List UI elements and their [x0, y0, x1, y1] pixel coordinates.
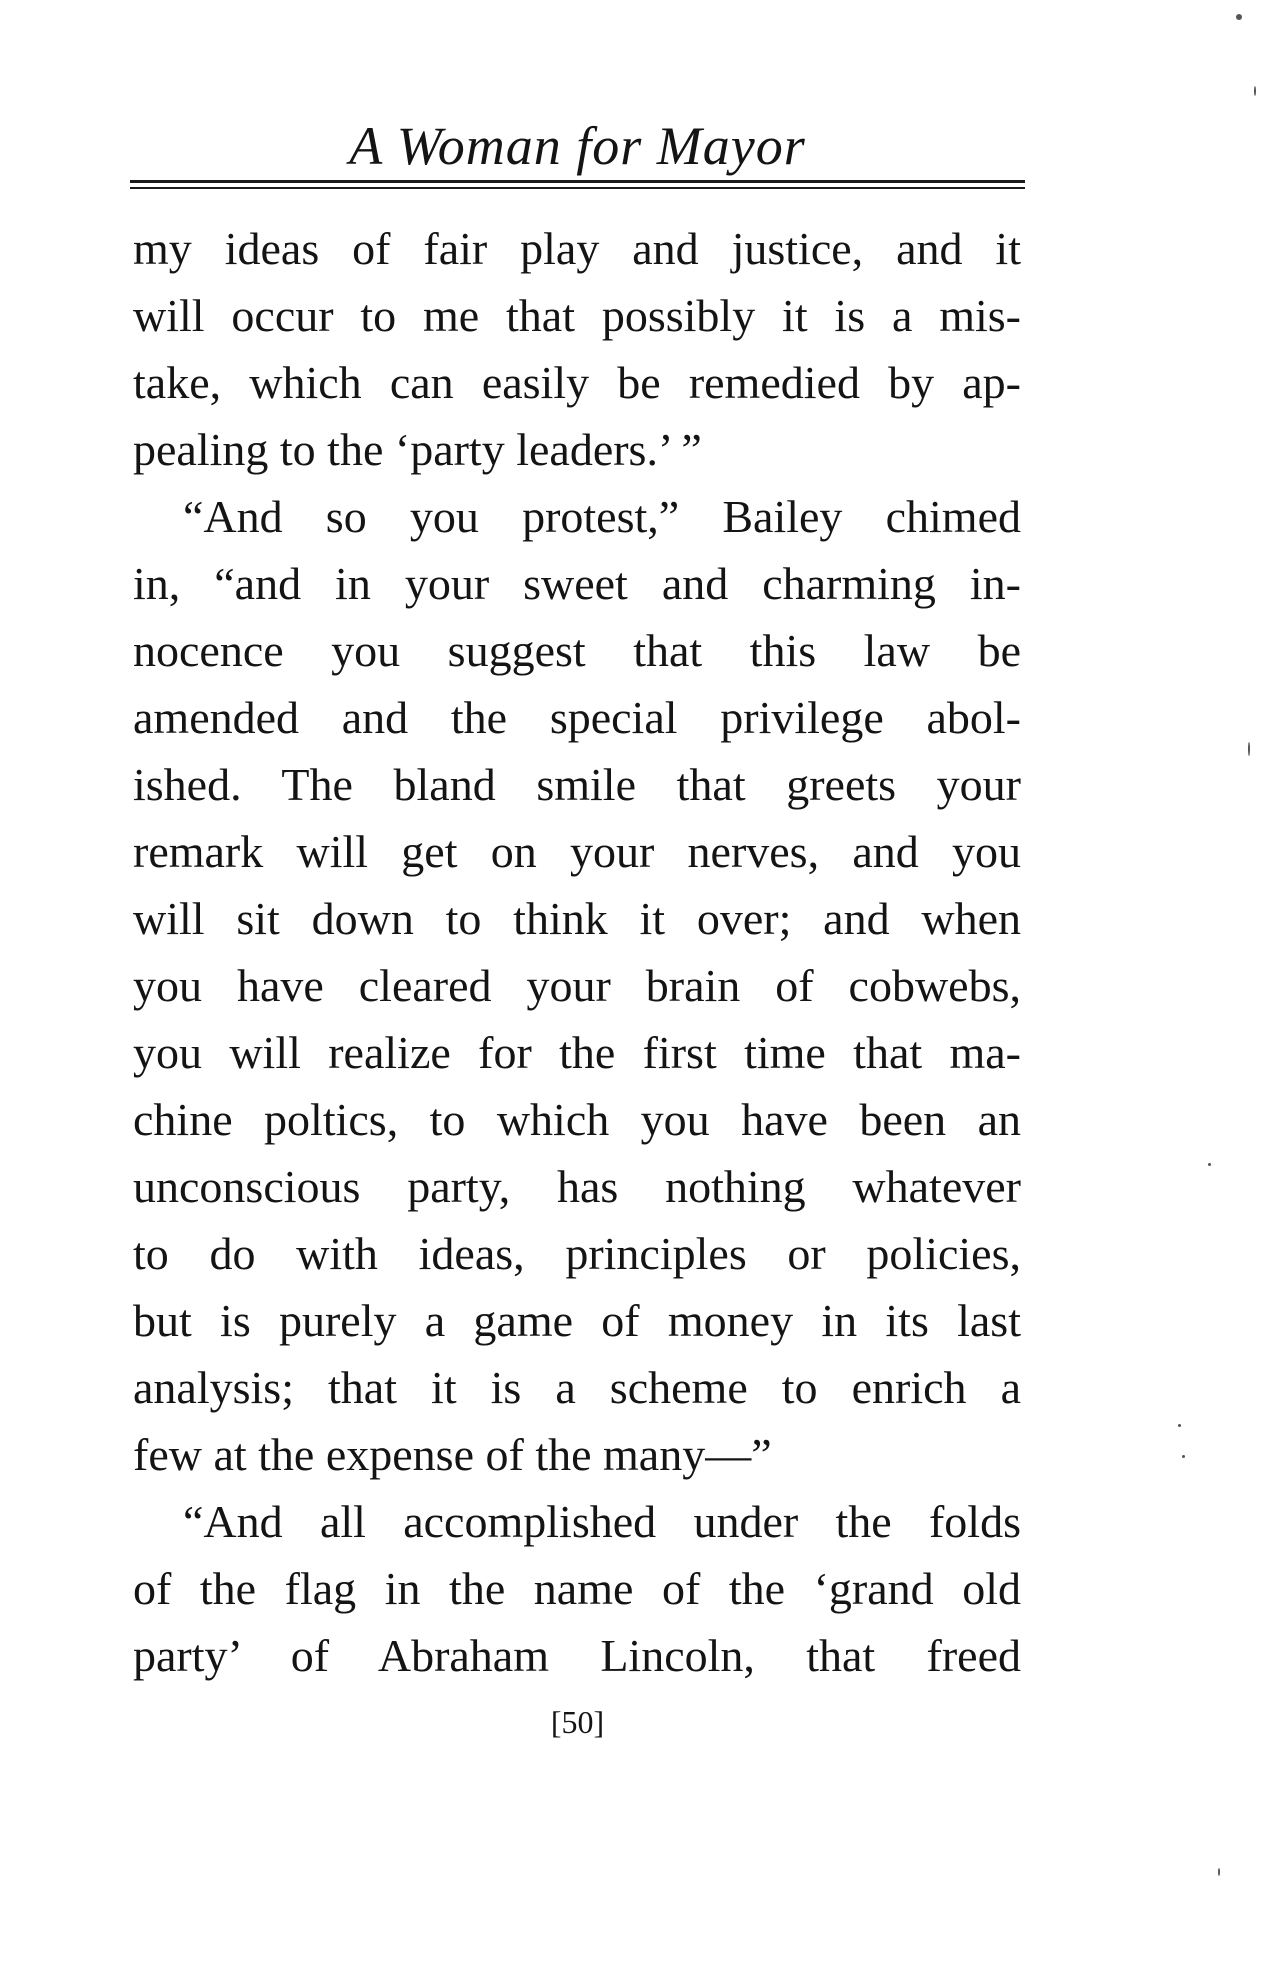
scan-speck — [1218, 1868, 1220, 1876]
text-line: “And so you protest,” Bailey chimed — [183, 491, 1021, 542]
scan-speck — [1178, 1424, 1181, 1427]
text-line: party’ of Abraham Lincoln, that freed — [133, 1630, 1021, 1681]
text-line: in, “and in your sweet and charming in- — [133, 558, 1021, 609]
text-line: analysis; that it is a scheme to enrich a — [133, 1362, 1021, 1413]
text-line: few at the expense of the many—” — [133, 1429, 772, 1480]
text-line: to do with ideas, principles or policies, — [133, 1228, 1021, 1279]
text-line: but is purely a game of money in its last — [133, 1295, 1021, 1346]
scan-speck — [1254, 86, 1256, 96]
scan-speck — [1236, 14, 1242, 20]
scan-speck — [1182, 1455, 1185, 1458]
text-line: “And all accomplished under the folds — [183, 1496, 1021, 1547]
text-line: will sit down to think it over; and when — [133, 893, 1021, 944]
page-number: [50] — [550, 1704, 605, 1740]
text-line: you will realize for the first time that ma- — [133, 1027, 1021, 1078]
scan-speck — [1208, 1163, 1211, 1166]
text-line: will occur to me that possibly it is a mis- — [133, 290, 1021, 341]
text-line: my ideas of fair play and justice, and it — [133, 223, 1021, 274]
running-head: A Woman for Mayor — [349, 116, 806, 176]
header-rule-bottom — [130, 187, 1025, 189]
text-line: pealing to the ‘party leaders.’ ” — [133, 424, 702, 475]
text-line: take, which can easily be remedied by ap- — [133, 357, 1021, 408]
text-line: of the flag in the name of the ‘grand old — [133, 1563, 1021, 1614]
text-line: remark will get on your nerves, and you — [133, 826, 1021, 877]
body-text — [133, 215, 1021, 1689]
text-line: you have cleared your brain of cobwebs, — [133, 960, 1021, 1011]
text-line: ished. The bland smile that greets your — [133, 759, 1021, 810]
text-line: unconscious party, has nothing whatever — [133, 1161, 1021, 1212]
text-line: chine poltics, to which you have been an — [133, 1094, 1021, 1145]
scan-speck — [1248, 742, 1250, 756]
text-line: amended and the special privilege abol- — [133, 692, 1021, 743]
header-rule-top — [130, 180, 1025, 183]
text-line: nocence you suggest that this law be — [133, 625, 1021, 676]
